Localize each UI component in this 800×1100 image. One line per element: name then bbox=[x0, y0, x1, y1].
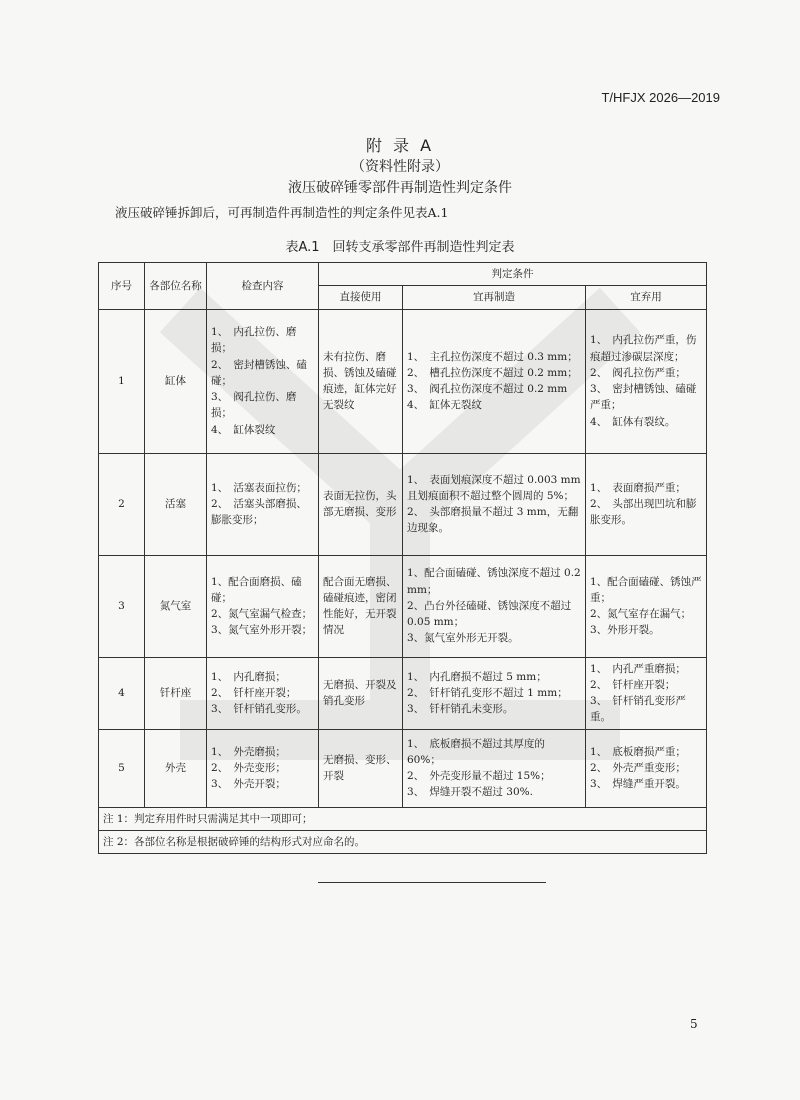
list-item: 1、 内孔磨损不超过 5 mm； bbox=[407, 670, 547, 683]
list-item: 1、配合面磕碰、锈蚀深度不超过 0.2 mm； bbox=[407, 567, 581, 596]
annex-name: 液压破碎锤零部件再制造性判定条件 bbox=[288, 180, 512, 196]
check-content bbox=[207, 657, 319, 729]
list-item: 3、氮气室外形开裂； bbox=[211, 624, 313, 637]
list-item: 2、 外壳变形量不超过 15%； bbox=[407, 770, 551, 783]
annex-type: （资料性附录） bbox=[351, 159, 449, 175]
list-item: 3、 密封槽锈蚀、磕碰严重； bbox=[590, 383, 697, 412]
direct-use: 配合面无磨损、磕碰痕迹，密闭性能好，无开裂情况 bbox=[319, 555, 403, 657]
list-item: 2、 头部出现凹坑和膨胀变形。 bbox=[590, 497, 697, 527]
reman-criteria bbox=[403, 729, 586, 807]
annex-title: 附 录 A bbox=[365, 136, 435, 155]
table-row bbox=[99, 309, 707, 453]
standard-code: T/HFJX 2026—2019 bbox=[601, 90, 720, 105]
list-item: 4、 缸体有裂纹。 bbox=[590, 415, 676, 428]
list-item: 1、 内孔严重磨损； bbox=[590, 662, 686, 675]
part-name: 活塞 bbox=[145, 453, 207, 555]
list-item: 2、 活塞头部磨损、膨胀变形； bbox=[211, 497, 307, 527]
header-part: 各部位名称 bbox=[145, 263, 207, 310]
discard-criteria bbox=[586, 555, 707, 657]
intro-paragraph: 液压破碎锤拆卸后，可再制造件再制造性的判定条件见表A.1 bbox=[115, 205, 449, 220]
list-item: 3、外形开裂。 bbox=[590, 624, 660, 637]
list-item: 2、 钎杆座开裂； bbox=[590, 678, 676, 691]
list-item: 1、 活塞表面拉伤； bbox=[211, 481, 307, 494]
discard-criteria bbox=[586, 657, 707, 729]
part-name: 缸体 bbox=[145, 309, 207, 453]
list-item: 1、配合面磨损、磕碰； bbox=[211, 575, 302, 604]
discard-criteria bbox=[586, 729, 707, 807]
part-name: 氮气室 bbox=[145, 555, 207, 657]
table-caption: 表A.1 回转支承零部件再制造性判定表 bbox=[285, 240, 515, 255]
list-item: 3、氮气室外形无开裂。 bbox=[407, 632, 519, 645]
list-item: 1、 内孔拉伤、磨损； bbox=[211, 326, 297, 355]
note-2: 注 2：各部位名称是根据破碎锤的结构形式对应命名的。 bbox=[99, 830, 707, 853]
header-criteria: 判定条件 bbox=[319, 263, 707, 286]
list-item: 4、 缸体无裂纹 bbox=[407, 399, 482, 412]
reman-criteria bbox=[403, 309, 586, 453]
list-item: 1、 主孔拉伤深度不超过 0.3 mm； bbox=[407, 350, 578, 363]
list-item: 1、配合面磕碰、锈蚀严重； bbox=[590, 575, 702, 604]
list-item: 2、 外壳变形； bbox=[211, 761, 286, 774]
check-content bbox=[207, 729, 319, 807]
direct-use: 无磨损、变形、开裂 bbox=[319, 729, 403, 807]
part-name: 钎杆座 bbox=[145, 657, 207, 729]
list-item: 2、 外壳严重变形； bbox=[590, 761, 686, 774]
direct-use: 无磨损、开裂及销孔变形 bbox=[319, 657, 403, 729]
criteria-table bbox=[98, 262, 707, 854]
list-item: 2、 阀孔拉伤严重； bbox=[590, 366, 686, 379]
reman-criteria bbox=[403, 453, 586, 555]
page-number: 5 bbox=[690, 1017, 698, 1031]
header-no: 序号 bbox=[99, 263, 145, 310]
note-1: 注 1：判定弃用件时只需满足其中一项即可； bbox=[99, 807, 707, 830]
list-item: 2、 头部磨损量不超过 3 mm，无翻边现象。 bbox=[407, 506, 579, 535]
list-item: 2、 钎杆销孔变形不超过 1 mm； bbox=[407, 686, 568, 699]
list-item: 2、氮气室存在漏气； bbox=[590, 608, 692, 621]
row-number: 3 bbox=[99, 555, 145, 657]
row-number: 2 bbox=[99, 453, 145, 555]
list-item: 1、 底板磨损不超过其厚度的 60%； bbox=[407, 737, 545, 766]
header-discard: 宜弃用 bbox=[586, 286, 707, 309]
list-item: 1、 内孔拉伤严重，伤痕超过渗碳层深度； bbox=[590, 334, 697, 363]
list-item: 1、 外壳磨损； bbox=[211, 745, 286, 758]
list-item: 3、 钎杆销孔变形。 bbox=[211, 703, 307, 716]
header-check: 检查内容 bbox=[207, 263, 319, 310]
footer-divider bbox=[318, 882, 546, 883]
list-item: 3、 钎杆销孔未变形。 bbox=[407, 703, 514, 716]
list-item: 2、凸台外径磕碰、锈蚀深度不超过 0.05 mm； bbox=[407, 599, 572, 629]
check-content bbox=[207, 453, 319, 555]
check-content bbox=[207, 309, 319, 453]
list-item: 3、 钎杆销孔变形严重。 bbox=[590, 695, 686, 724]
list-item: 1、 底板磨损严重； bbox=[590, 745, 686, 758]
table-row bbox=[99, 555, 707, 657]
list-item: 2、 钎杆座开裂； bbox=[211, 686, 297, 699]
reman-criteria bbox=[403, 555, 586, 657]
list-item: 1、 内孔磨损； bbox=[211, 670, 286, 683]
list-item: 1、 表面划痕深度不超过 0.003 mm 且划痕面积不超过整个圆周的 5%； bbox=[407, 473, 581, 502]
discard-criteria bbox=[586, 309, 707, 453]
table-row bbox=[99, 657, 707, 729]
reman-criteria bbox=[403, 657, 586, 729]
row-number: 4 bbox=[99, 657, 145, 729]
list-item: 3、 外壳开裂； bbox=[211, 778, 286, 791]
list-item: 1、 表面磨损严重； bbox=[590, 481, 686, 494]
check-content bbox=[207, 555, 319, 657]
list-item: 3、 阀孔拉伤、磨损； bbox=[211, 391, 297, 420]
list-item: 2、 密封槽锈蚀、磕碰； bbox=[211, 358, 307, 387]
part-name: 外壳 bbox=[145, 729, 207, 807]
list-item: 2、 槽孔拉伤深度不超过 0.2 mm； bbox=[407, 366, 578, 379]
row-number: 5 bbox=[99, 729, 145, 807]
table-row bbox=[99, 729, 707, 807]
header-reman: 宜再制造 bbox=[403, 286, 586, 309]
direct-use: 表面无拉伤，头部无磨损、变形 bbox=[319, 453, 403, 555]
list-item: 3、 焊缝严重开裂。 bbox=[590, 778, 686, 791]
list-item: 3、 阀孔拉伤深度不超过 0.2 mm bbox=[407, 383, 568, 396]
row-number: 1 bbox=[99, 309, 145, 453]
list-item: 2、氮气室漏气检查； bbox=[211, 608, 313, 621]
table-row bbox=[99, 453, 707, 555]
header-direct: 直接使用 bbox=[319, 286, 403, 309]
list-item: 4、 缸体裂纹 bbox=[211, 423, 276, 436]
direct-use: 未有拉伤、磨损、锈蚀及磕碰痕迹，缸体完好无裂纹 bbox=[319, 309, 403, 453]
discard-criteria bbox=[586, 453, 707, 555]
list-item: 3、 焊缝开裂不超过 30%. bbox=[407, 786, 533, 799]
